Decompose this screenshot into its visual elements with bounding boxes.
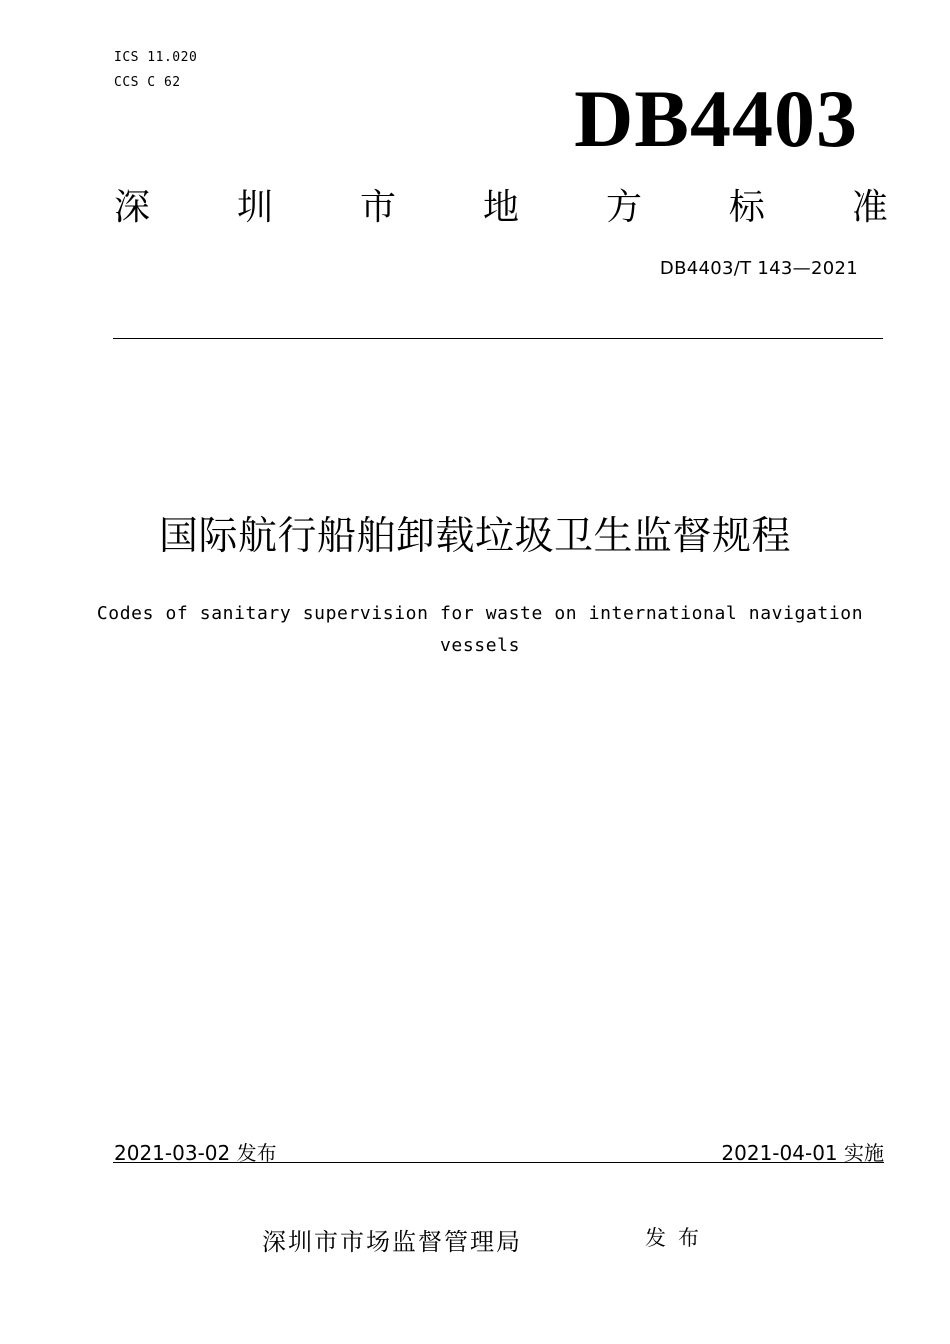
standard-number: DB4403/T 143—2021 <box>659 258 858 279</box>
standard-type-char: 准 <box>851 187 888 228</box>
english-title-line: vessels <box>439 635 521 656</box>
standard-type-char: 方 <box>605 187 642 228</box>
footer-divider <box>113 1162 884 1163</box>
document-title-english <box>95 598 865 662</box>
standard-type-heading <box>114 186 888 230</box>
publisher-name: 深圳市市场监督管理局 <box>262 1228 522 1256</box>
standard-code-logo: DB4403 <box>574 73 858 164</box>
standard-type-char: 深 <box>114 187 151 228</box>
ics-code: ICS 11.020 <box>114 50 198 65</box>
standard-type-char: 市 <box>359 187 396 228</box>
standard-type-char: 标 <box>728 187 765 228</box>
issue-date: 2021-03-02 发布 <box>114 1141 277 1165</box>
implementation-date: 2021-04-01 实施 <box>721 1141 884 1165</box>
english-title-line: Codes of sanitary supervision for waste on international navigation <box>96 603 864 624</box>
standard-type-char: 圳 <box>236 187 273 228</box>
ccs-code: CCS C 62 <box>114 75 181 90</box>
standard-type-char: 地 <box>482 187 519 228</box>
header-divider <box>113 338 883 339</box>
publish-label: 发布 <box>645 1226 711 1250</box>
document-title-chinese: 国际航行船舶卸载垃圾卫生监督规程 <box>158 514 791 559</box>
